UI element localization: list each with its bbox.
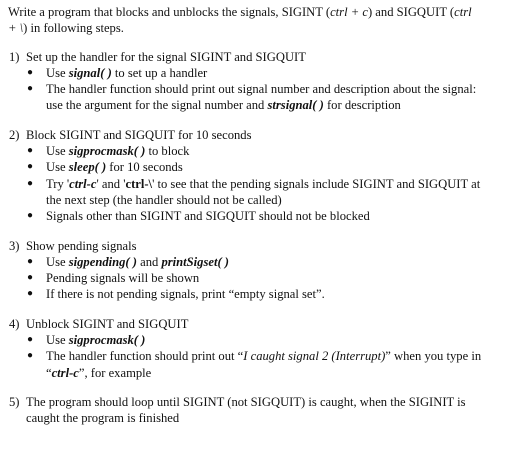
function-name: sigprocmask( ) <box>68 333 146 348</box>
bullet-icon: ● <box>27 255 34 267</box>
list-item <box>27 81 497 114</box>
list-item <box>27 208 497 224</box>
step-number: 3) <box>9 238 20 253</box>
list-item <box>27 270 497 286</box>
step-2 <box>8 127 497 225</box>
list-item <box>27 159 497 175</box>
item-text: Try ' <box>46 176 70 191</box>
list-item <box>27 65 497 81</box>
item-text: ”, for example <box>78 365 152 380</box>
step-heading <box>9 238 497 254</box>
intro-paragraph <box>8 4 478 37</box>
bullet-icon: ● <box>27 145 34 157</box>
item-text: If there is not pending signals, print “empty signal set”. <box>46 287 325 302</box>
item-text: and <box>136 254 162 269</box>
item-text: ' and ' <box>96 176 126 191</box>
bullet-icon: ● <box>27 210 34 222</box>
step-title: Unblock SIGINT and SIGQUIT <box>26 316 189 331</box>
function-name: sigpending( ) <box>68 254 137 269</box>
intro-text: ) in following steps. <box>23 21 124 36</box>
item-text: for 10 seconds <box>106 160 183 175</box>
bullet-icon: ● <box>27 66 34 78</box>
item-text: The handler function should print out signal number and description about the signal: use the argument for the signal number and <box>46 82 477 113</box>
bullet-icon: ● <box>27 334 34 346</box>
step-title: The program should loop until SIGINT (not SIGQUIT) is caught, when the SIGINIT is caught the program is finished <box>26 394 466 426</box>
item-text: to block <box>145 144 190 159</box>
function-name: printSigset( ) <box>161 254 229 269</box>
key-combo: ctrl-c <box>51 365 79 380</box>
bullet-icon: ● <box>27 177 34 189</box>
step-number: 1) <box>9 49 20 64</box>
item-text: Use <box>46 65 69 80</box>
bullet-icon: ● <box>27 350 34 362</box>
bullet-icon: ● <box>27 161 34 173</box>
list-item <box>27 143 497 159</box>
step-heading <box>9 127 497 143</box>
step-title: Set up the handler for the signal SIGINT and SIGQUIT <box>26 49 306 64</box>
key-combo: ctrl-\ <box>125 176 153 191</box>
item-text: to set up a handler <box>111 65 208 80</box>
item-text: Pending signals will be shown <box>46 271 200 286</box>
item-text: Signals other than SIGINT and SIGQUIT should not be blocked <box>46 209 370 224</box>
step-4 <box>8 316 497 381</box>
intro-key-sigquit: ctrl + \ <box>8 5 472 36</box>
list-item <box>27 348 497 381</box>
item-text: Use <box>46 144 69 159</box>
output-message: I caught signal 2 (Interrupt) <box>243 349 386 364</box>
function-name: strsignal( ) <box>267 98 324 113</box>
intro-text: ) and SIGQUIT ( <box>367 5 455 19</box>
step-title: Show pending signals <box>26 238 137 253</box>
function-name: signal( ) <box>68 65 112 80</box>
step-title: Block SIGINT and SIGQUIT for 10 seconds <box>26 127 252 142</box>
intro-text: Write a program that blocks and unblocks the signals, SIGINT ( <box>8 5 331 19</box>
item-text: Use <box>46 160 69 175</box>
step-heading <box>9 316 497 332</box>
bullet-list <box>8 254 497 303</box>
step-1 <box>8 49 497 114</box>
step-number: 5) <box>9 394 20 409</box>
step-number: 4) <box>9 316 20 331</box>
list-item <box>27 332 497 348</box>
step-5 <box>8 394 497 427</box>
list-item <box>27 286 497 302</box>
bullet-list <box>8 65 497 114</box>
step-heading <box>9 49 497 65</box>
bullet-icon: ● <box>27 272 34 284</box>
list-item <box>27 176 497 209</box>
step-3 <box>8 238 497 303</box>
step-heading <box>9 394 497 427</box>
function-name: sleep( ) <box>68 160 107 175</box>
key-combo: ctrl-c <box>69 176 97 191</box>
item-text: for description <box>323 98 401 113</box>
bullet-list <box>8 332 497 381</box>
item-text: Use <box>46 254 69 269</box>
step-number: 2) <box>9 127 20 142</box>
bullet-icon: ● <box>27 288 34 300</box>
list-item <box>27 254 497 270</box>
item-text: Use <box>46 333 69 348</box>
function-name: sigprocmask( ) <box>68 144 146 159</box>
intro-key-sigint: ctrl + c <box>330 5 368 19</box>
item-text: The handler function should print out “ <box>46 349 244 364</box>
item-text: ” when you type in “ <box>46 349 482 380</box>
item-text: ' to see that the pending signals include SIGINT and SIGQUIT at the next step (the handler should not be called) <box>46 176 481 207</box>
bullet-list <box>8 143 497 224</box>
bullet-icon: ● <box>27 83 34 95</box>
